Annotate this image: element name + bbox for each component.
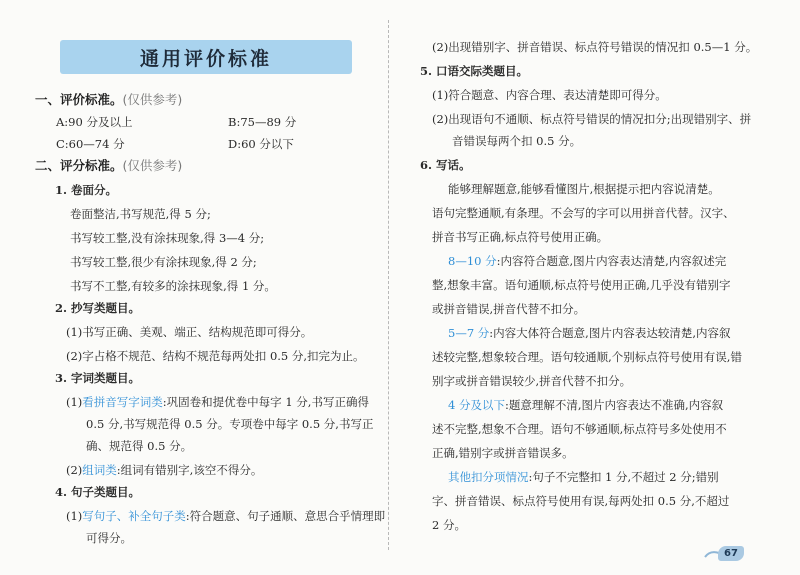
item-1-line: 书写不工整,有较多的涂抹现象,得 1 分。 bbox=[70, 279, 276, 293]
other-deductions-label: 其他扣分项情况 bbox=[448, 470, 529, 484]
item-1-title: 1. 卷面分。 bbox=[55, 183, 118, 197]
grade-4-below-label: 4 分及以下 bbox=[448, 398, 505, 412]
section-2-note: (仅供参考) bbox=[122, 158, 183, 173]
item-4-p1-line: 可得分。 bbox=[86, 531, 132, 545]
item-4-p1-rest: :符合题意、句子通顺、意思合乎情理即 bbox=[185, 509, 386, 523]
page-title: 通用评价标准 bbox=[139, 47, 272, 70]
title-banner bbox=[60, 40, 352, 74]
other-deductions-line: 2 分。 bbox=[432, 518, 466, 532]
grade-c: C:60—74 分 bbox=[56, 137, 125, 151]
grade-5-7-text: :内容大体符合题意,图片内容表达较清楚,内容叙 bbox=[489, 326, 731, 340]
item-2-title: 2. 抄写类题目。 bbox=[55, 301, 141, 315]
grade-5-7-line: 别字或拼音错误较少,拼音代替不扣分。 bbox=[432, 374, 632, 388]
section-1-note: (仅供参考) bbox=[122, 92, 183, 107]
section-1-heading-text: 一、评价标准。 bbox=[35, 92, 123, 107]
item-2-line: (2)字占格不规范、结构不规范每两处扣 0.5 分,扣完为止。 bbox=[66, 349, 365, 363]
page-number: 67 bbox=[718, 546, 744, 561]
item-3-p1-rest: :巩固卷和提优卷中每字 1 分,书写正确得 bbox=[162, 395, 369, 409]
page-divider bbox=[388, 20, 390, 550]
grade-8-10-label: 8—10 分 bbox=[448, 254, 497, 268]
item-4-para-1 bbox=[66, 509, 385, 523]
item-1-line: 书写较工整,很少有涂抹现象,得 2 分; bbox=[70, 255, 257, 269]
grade-8-10-line: 整,想象丰富。语句通顺,标点符号使用正确,几乎没有错别字 bbox=[432, 278, 731, 292]
item-3-p1-line: 确、规范得 0.5 分。 bbox=[86, 439, 193, 453]
item-4-title: 4. 句子类题目。 bbox=[55, 485, 141, 499]
grade-4-below-text: :题意理解不清,图片内容表达不准确,内容叙 bbox=[504, 398, 724, 412]
section-2-heading-text: 二、评分标准。 bbox=[35, 158, 123, 173]
item-6-intro-line: 能够理解题意,能够看懂图片,根据提示把内容说清楚。 bbox=[448, 182, 720, 196]
grade-4-below bbox=[448, 398, 723, 412]
grade-5-7 bbox=[448, 326, 730, 340]
item-6-intro-line: 语句完整通顺,有条理。不会写的字可以用拼音代替。汉字、 bbox=[432, 206, 735, 220]
item-4-p1-highlight: 写句子、补全句子类 bbox=[82, 509, 186, 523]
item-3-p1-line: 0.5 分,书写规范得 0.5 分。专项卷中每字 0.5 分,书写正 bbox=[86, 417, 374, 431]
other-deductions bbox=[448, 470, 719, 484]
grade-8-10-line: 或拼音错误,拼音代替不扣分。 bbox=[432, 302, 586, 316]
item-3-para-1 bbox=[66, 395, 369, 409]
item-1-line: 卷面整洁,书写规范,得 5 分; bbox=[70, 207, 211, 221]
item-5-para-1: (1)符合题意、内容合理、表达清楚即可得分。 bbox=[432, 88, 667, 102]
item-5-para-2: (2)出现语句不通顺、标点符号错误的情况扣分;出现错别字、拼 bbox=[432, 112, 752, 126]
other-deductions-text: :句子不完整扣 1 分,不超过 2 分;错别 bbox=[528, 470, 719, 484]
item-3-p2-prefix: (2) bbox=[66, 463, 83, 477]
item-4-para-2: (2)出现错别字、拼音错误、标点符号错误的情况扣 0.5—1 分。 bbox=[432, 40, 758, 54]
grade-5-7-label: 5—7 分 bbox=[448, 326, 490, 340]
grade-d: D:60 分以下 bbox=[228, 137, 294, 151]
item-5-para-2-line: 音错误每两个扣 0.5 分。 bbox=[452, 134, 582, 148]
item-6-intro-line: 拼音书写正确,标点符号使用正确。 bbox=[432, 230, 609, 244]
item-2-line: (1)书写正确、美观、端正、结构规范即可得分。 bbox=[66, 325, 313, 339]
grade-b: B:75—89 分 bbox=[228, 115, 297, 129]
section-1-heading bbox=[35, 93, 182, 107]
item-3-title: 3. 字词类题目。 bbox=[55, 371, 141, 385]
grade-8-10 bbox=[448, 254, 726, 268]
item-5-title: 5. 口语交际类题目。 bbox=[420, 64, 529, 78]
item-6-title: 6. 写话。 bbox=[420, 158, 471, 172]
item-3-p2-rest: :组词有错别字,该空不得分。 bbox=[116, 463, 263, 477]
item-3-p1-prefix: (1) bbox=[66, 395, 83, 409]
grade-8-10-text: :内容符合题意,图片内容表达清楚,内容叙述完 bbox=[496, 254, 727, 268]
grade-4-below-line: 述不完整,想象不合理。语句不够通顺,标点符号多处使用不 bbox=[432, 422, 727, 436]
item-3-p2-highlight: 组词类 bbox=[82, 463, 117, 477]
grade-4-below-line: 正确,错别字或拼音错误多。 bbox=[432, 446, 574, 460]
grade-5-7-line: 述较完整,想象较合理。语句较通顺,个别标点符号使用有误,错 bbox=[432, 350, 742, 364]
other-deductions-line: 字、拼音错误、标点符号使用有误,每两处扣 0.5 分,不超过 bbox=[432, 494, 730, 508]
section-2-heading bbox=[35, 159, 182, 173]
item-3-para-2 bbox=[66, 463, 262, 477]
grade-a: A:90 分及以上 bbox=[56, 115, 133, 129]
item-4-p1-prefix: (1) bbox=[66, 509, 83, 523]
item-3-p1-highlight: 看拼音写字词类 bbox=[82, 395, 163, 409]
item-1-line: 书写较工整,没有涂抹现象,得 3—4 分; bbox=[70, 231, 265, 245]
